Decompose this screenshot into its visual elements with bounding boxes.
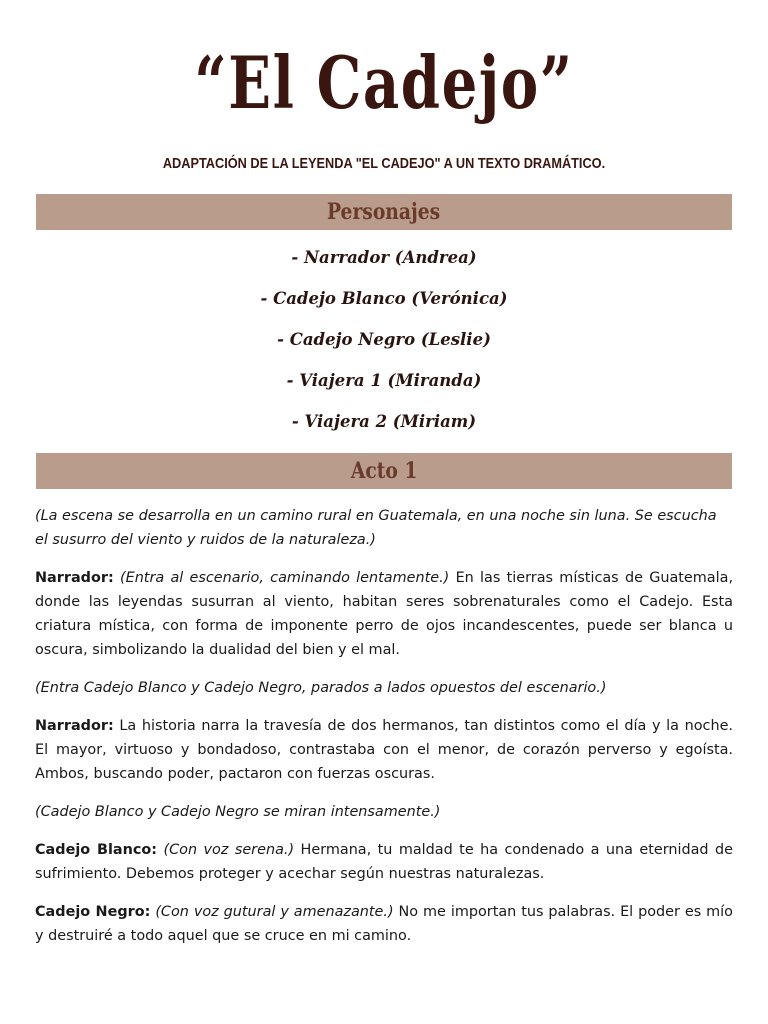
section-header-acto bbox=[36, 453, 732, 489]
character-item: - Viajera 2 (Miriam) bbox=[291, 412, 477, 431]
dialogue-text: Hermana, tu maldad te ha condenado a una eternidad de sufrimiento. Debemos proteger y acechar según nuestras naturalezas. bbox=[35, 842, 733, 882]
script-body bbox=[35, 504, 733, 962]
dialogue-text: No me importan tus palabras. El poder es mío y destruiré a todo aquel que se cruce en mi camino. bbox=[35, 904, 733, 944]
character-item: - Viajera 1 (Miranda) bbox=[286, 371, 482, 390]
document-title: “El Cadejo” bbox=[194, 40, 574, 125]
inline-direction: (Con voz serena.) bbox=[163, 842, 295, 858]
stage-direction bbox=[35, 800, 733, 824]
stage-direction-text: (La escena se desarrolla en un camino rural en Guatemala, en una noche sin luna. Se escucha el susurro del viento y ruidos de la naturaleza.) bbox=[35, 508, 717, 548]
stage-direction bbox=[35, 676, 733, 700]
character-item: - Narrador (Andrea) bbox=[291, 248, 477, 267]
dialogue-text: La historia narra la travesía de dos hermanos, tan distintos como el día y la noche. El mayor, virtuoso y bondadoso, contrastaba con el menor, de corazón perverso y egoísta. Ambos, buscando poder, pactaron con fuerzas oscuras. bbox=[35, 718, 734, 782]
inline-direction: (Con voz gutural y amenazante.) bbox=[155, 904, 394, 920]
character-list bbox=[0, 238, 768, 443]
document-subtitle: ADAPTACIÓN DE LA LEYENDA "EL CADEJO" A UN TEXTO DRAMÁTICO. bbox=[162, 155, 606, 172]
stage-direction-text: (Entra Cadejo Blanco y Cadejo Negro, parados a lados opuestos del escenario.) bbox=[35, 680, 607, 696]
speaker-name: Cadejo Blanco: bbox=[35, 842, 158, 858]
character-item: - Cadejo Blanco (Verónica) bbox=[260, 289, 508, 308]
dialogue-line bbox=[35, 566, 733, 662]
character-item: - Cadejo Negro (Leslie) bbox=[277, 330, 491, 349]
inline-direction: (Entra al escenario, caminando lentamente.) bbox=[119, 570, 450, 586]
speaker-name: Cadejo Negro: bbox=[35, 904, 151, 920]
dialogue-line bbox=[35, 714, 733, 786]
stage-direction bbox=[35, 504, 733, 552]
speaker-name: Narrador: bbox=[35, 570, 114, 586]
speaker-name: Narrador: bbox=[35, 718, 114, 734]
stage-direction-text: (Cadejo Blanco y Cadejo Negro se miran intensamente.) bbox=[35, 804, 441, 820]
dialogue-text: En las tierras místicas de Guatemala, donde las leyendas susurran al viento, habitan seres sobrenaturales como el Cadejo. Esta criatura mística, con forma de imponente perro de ojos incandescentes, puede ser blanca u oscura, simbolizando la dualidad del bien y el mal. bbox=[35, 570, 734, 658]
dialogue-line bbox=[35, 900, 733, 948]
section-heading-acto: Acto 1 bbox=[350, 458, 418, 484]
section-header-personajes bbox=[36, 194, 732, 230]
section-heading-personajes: Personajes bbox=[327, 199, 441, 225]
dialogue-line bbox=[35, 838, 733, 886]
